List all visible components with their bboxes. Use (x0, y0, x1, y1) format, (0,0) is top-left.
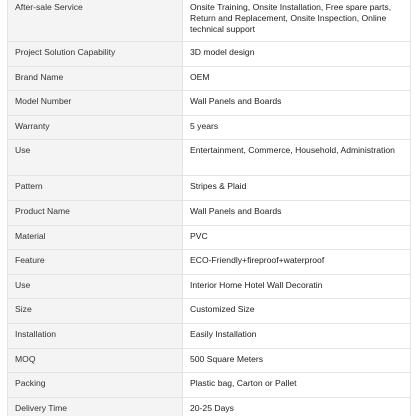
spec-label: Size (8, 299, 183, 324)
spec-value: 5 years (183, 115, 411, 140)
spec-row-model-number (8, 91, 411, 116)
spec-label: After-sale Service (8, 0, 183, 42)
spec-label: Material (8, 225, 183, 250)
spec-value: 20-25 Days (183, 397, 411, 416)
product-spec-table (7, 0, 411, 416)
spec-row-material (8, 225, 411, 250)
spec-label: Feature (8, 250, 183, 275)
spec-label: MOQ (8, 348, 183, 373)
spec-label: Pattern (8, 176, 183, 201)
spec-value: Wall Panels and Boards (183, 91, 411, 116)
spec-label: Product Name (8, 200, 183, 225)
spec-value: Wall Panels and Boards (183, 200, 411, 225)
spec-value: Plastic bag, Carton or Pallet (183, 373, 411, 398)
spec-value: ECO-Friendly+fireproof+waterproof (183, 250, 411, 275)
spec-row-product-name (8, 200, 411, 225)
spec-row-packing (8, 373, 411, 398)
spec-value: Onsite Training, Onsite Installation, Free spare parts, Return and Replacement, Onsite Inspection, Online technical support (183, 0, 411, 42)
spec-value: Customized Size (183, 299, 411, 324)
spec-row-after-sale-service (8, 0, 411, 42)
spec-value: 3D model design (183, 42, 411, 67)
spec-value: Stripes & Plaid (183, 176, 411, 201)
spec-value: Easily Installation (183, 323, 411, 348)
spec-value: OEM (183, 66, 411, 91)
spec-row-warranty (8, 115, 411, 140)
spec-row-project-solution (8, 42, 411, 67)
spec-row-pattern (8, 176, 411, 201)
spec-label: Use (8, 140, 183, 176)
spec-label: Brand Name (8, 66, 183, 91)
spec-label: Delivery Time (8, 397, 183, 416)
spec-label: Installation (8, 323, 183, 348)
spec-label: Packing (8, 373, 183, 398)
spec-value: Entertainment, Commerce, Household, Administration (183, 140, 411, 176)
spec-label: Model Number (8, 91, 183, 116)
spec-label: Warranty (8, 115, 183, 140)
spec-value: PVC (183, 225, 411, 250)
spec-row-feature (8, 250, 411, 275)
spec-row-installation (8, 323, 411, 348)
spec-label: Project Solution Capability (8, 42, 183, 67)
spec-row-use-interior (8, 274, 411, 299)
spec-row-delivery-time (8, 397, 411, 416)
spec-row-brand-name (8, 66, 411, 91)
spec-label: Use (8, 274, 183, 299)
spec-row-moq (8, 348, 411, 373)
spec-row-use (8, 140, 411, 176)
page-right-margin (411, 0, 416, 416)
spec-value: 500 Square Meters (183, 348, 411, 373)
spec-row-size (8, 299, 411, 324)
spec-value: Interior Home Hotel Wall Decoratin (183, 274, 411, 299)
